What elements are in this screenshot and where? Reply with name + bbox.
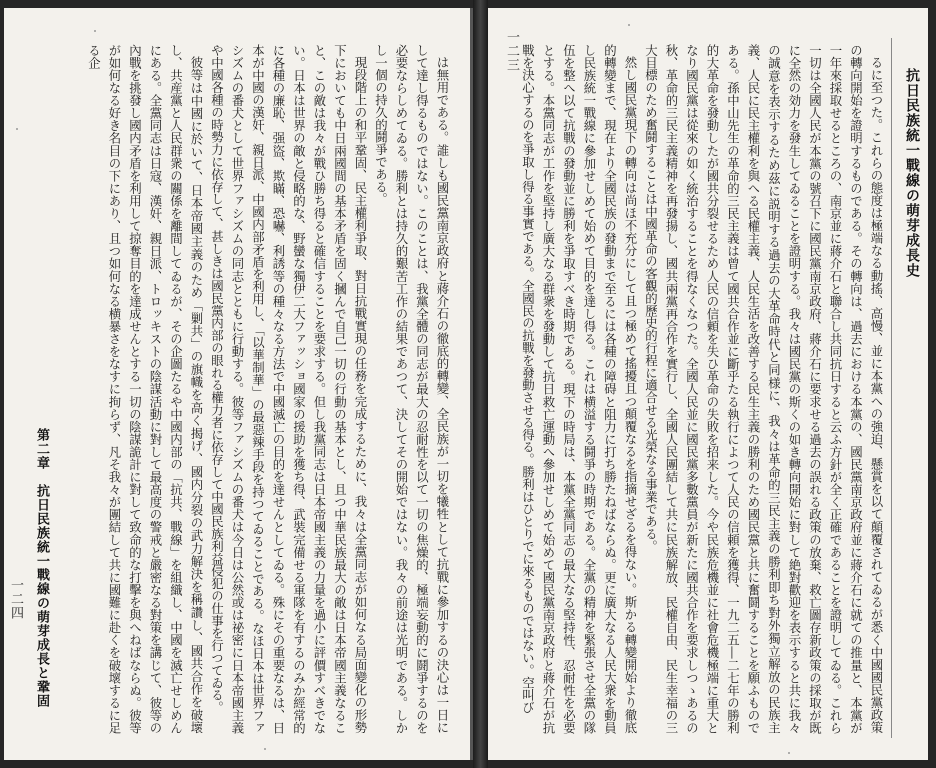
page-number: 一二四 xyxy=(8,578,23,620)
paragraph: るに至つた。これらの態度は極端なる動搖、高慢、並に本黨への強迫、懸賞を以て顛覆されてゐるが悉く中國國民黨政策の轉向開始を證明するものである。その轉向は、過去における本黨の、國民黨南京政府並に蔣介石に就ての推量と、本黨が一年來採取せるところの、南京並に蔣介石と聯合し共同抗日すると云ふ方針が全く正確であることを證明してゐる。これら一切は全國人民が本黨の號召下に國民黨南京政府、蔣介石に要求せる過去の誤れる政策の放棄、救亡圖存新政策の採取が既に全然の効力を發生してゐることを證明する。我々は國民黨の斯くの如き轉向開始に對して絶對歡迎を表示すると共に我々の誠意を表示するため茲に説明する過去の大革命時代と同様に、我々は革命的三民主義の勝利即ち對外獨立解放の民族主義、人民に民主權利を與へる民權主義、人民生活を改善する民生主義の勝利のため國民黨と共に奮鬪することを願ふものである。孫中山先生の革命的三民主義は曾て國共合作並に斷乎たる執行によつて人民の信頼を獲得、一九二五―二七年の勝利的大革命を發動したが國共分裂せるため人民の信頼を失ひ革命の失敗を招来した。今や民族危機並に社會危機極端に重大となり國民黨は從來の如く統治することを得なくなつた。全國人民並に國民黨多數黨員が新たに國共合作を要求しつゝあるの秋、革命的三民主義精神を再發揚し、國共兩黨再合作を實行し、全國人民團結して共に民族解放、民權自由、民生幸福の三大目標のため奮鬪することは中國革命の客觀的歷史的行程に適合せる光榮なる事業である。 xyxy=(643,44,884,734)
right-page xyxy=(488,8,928,760)
right-page-body xyxy=(516,44,886,734)
left-page xyxy=(4,8,473,760)
paragraph: は無用である。誰しも國民黨南京政府と蔣介石の徹底的轉變、全民族が一切を犧牲として抗戰に參加するの決心は一日にして達し得るものではない。このことは、我黨全體の同志が最大の忍耐性を以て一切の焦燥的、極端妄動的に鬪爭するのを必要ならしめてゐる。勝利とは持久的艱苦工作の結果であつて、決してその開始ではない。我々の前途は光明である。しかし一個の持久的鬪爭である。 xyxy=(373,44,450,734)
page-number: 一二三 xyxy=(504,30,519,72)
book-gutter xyxy=(473,0,488,768)
paper-speck xyxy=(788,752,790,754)
paper-speck xyxy=(264,748,266,750)
left-page-body xyxy=(32,44,452,734)
header-rule xyxy=(891,38,892,738)
chapter-footer: 第二章 抗日民族統一戰線の萌芽成長と鞏固 xyxy=(34,428,49,708)
paper-speck xyxy=(16,128,18,130)
paper-speck xyxy=(628,24,630,26)
running-header: 抗日民族統一戰線の萌芽成長史 xyxy=(904,68,920,278)
paper-speck xyxy=(94,30,96,32)
paragraph: 彼等は中國に於いて、日本帝國主義のため「剿共」の旗幟を高く揭げ、國内分裂の武力解決を稱讚し、國共合作を破壞し、共産黨と人民群衆の關係を離間してゐるが、その企圖たるや中國内部の「抗共、戰線」を組織し、中國を滅亡せしめんにある。全黨同志は日寇、漢奸、親日派、トロッキストの陰謀活動に對して最高度の警戒と嚴密なる對策を講じて、彼等の內戰を挑發し國内矛盾を利用して掠奪目的を達成せんとする一切の陰謀詭計に對して致命的な打擊を與へねばならぬ。彼等が如何なる好き名目の下にあり、且つ如何なる横暴さをなすに拘らず、凡そ我々が團結して共に國難に赴くを破壞するに足る企 xyxy=(86,44,204,734)
paragraph: 現段階上の和平鞏固、民主權利爭取、對日抗戰實現の任務を完成するために、我々は全黨同志が如何なる局面變化の形勢下においても中日兩國間の基本矛盾を固く摑んで自己一切の行動の基本とし、且つ中華民族最大の敵は日本帝國主義なること、この敵は我々が戰ひ勝ち得ると確信することを要求する。但し我黨同志は日本帝國主義の力量を過小に評價すべきでない。日本は世界の敵と侵略的な、野蠻な獨伊二大ファッショ國家の援助を獲ち得、武裝完備せる軍隊を有するのみか經常的に各種の廉恥、强盜、欺瞞、恐嚇、利誘等の種々なる方法で中國滅亡の目的を達せんとしてゐる。殊にその重要なるは、日本が中國の漢奸、親日派、中國内部矛盾を利用し、「以華制華」の最惡辣手段を持つてゐることである。なほ日本は世界ファシズムの番犬として世界ファシズムの同志とともに行動する。彼等ファシズムの番犬は今日は公然或は祕密に日本帝國主義や中國各種の時勢力に依存して、甚しきは國民黨内部の眼れる權力者に依存して中國民族利益侵犯の仕事を行つてゐる。 xyxy=(209,44,368,734)
paragraph: 然し國民黨現下の轉向は尚ほ不充分にして且つ極めて搖擾且つ顛覆なるを指摘せざるを得ない。斯かる轉變開始より徹底的轉變まで、現在より全國民族の發動まで至るには各種の障碍と阻力に打ち勝たねばならぬ。更に廣大なる人民大衆を動員し民族統一戰線に參加せしめて始めて目的を達し得る。これは横溢する鬪爭の時期である。全黨の精神を緊張させ全黨の隊伍を整へ以て抗戰の發動並に勝利を爭取すべき時期である。現下の時局は、本黨全黨同志の最大なる堅持性、忍耐性を必要とする。本黨同志が工作を堅持し廣大なる群衆を發動して抗日救亡運動へ參加せしめて始めて國民黨南京政府と蔣介石が抗戰を決心するのを爭取し得る事實である。全國民の抗戰を發動させる得る。勝利はひとりでに來るものではない。空叫び xyxy=(520,44,638,734)
